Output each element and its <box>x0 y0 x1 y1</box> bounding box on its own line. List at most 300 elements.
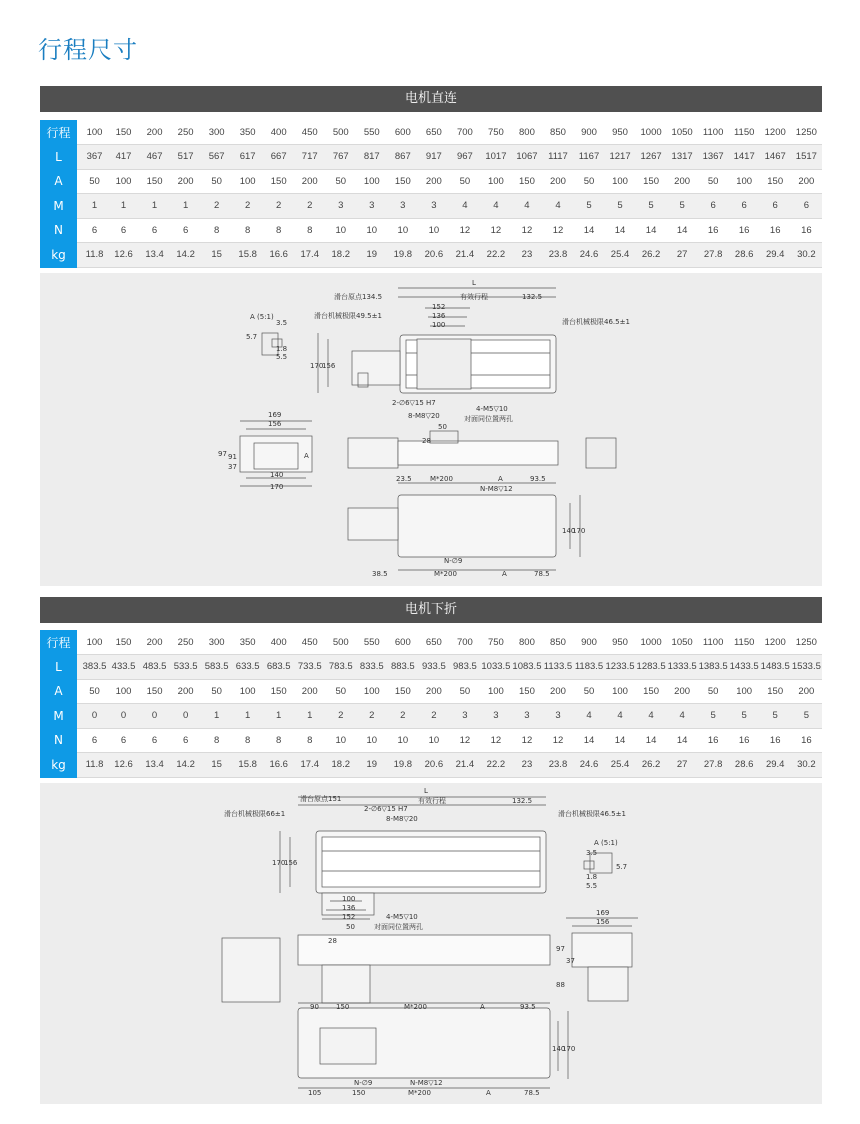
svg-text:对面同位置两孔: 对面同位置两孔 <box>464 415 513 423</box>
spec-cell: 1250 <box>791 120 822 145</box>
spec-cell: 150 <box>139 679 170 704</box>
spec-cell: 5 <box>636 194 667 219</box>
svg-text:170: 170 <box>272 859 286 867</box>
spec-cell: 150 <box>108 120 139 145</box>
svg-text:2-∅6▽15 H7: 2-∅6▽15 H7 <box>392 399 436 407</box>
svg-text:3.5: 3.5 <box>586 849 598 857</box>
spec-cell: 1 <box>294 704 325 729</box>
spec-cell: 6 <box>791 194 822 219</box>
spec-row <box>40 655 822 680</box>
spec-cell: 5 <box>760 704 791 729</box>
spec-cell: 450 <box>294 630 325 655</box>
spec-cell: 30.2 <box>791 243 822 268</box>
spec-cell: 12.6 <box>108 243 139 268</box>
svg-text:156: 156 <box>268 420 282 428</box>
spec-cell: 3 <box>480 704 511 729</box>
spec-cell: 783.5 <box>325 655 356 680</box>
spec-cell: 14 <box>605 218 636 243</box>
spec-cell: 2 <box>325 704 356 729</box>
spec-cell: 6 <box>170 728 201 753</box>
spec-cell: 19.8 <box>387 243 418 268</box>
spec-cell: 50 <box>698 169 729 194</box>
spec-cell: 14 <box>574 728 605 753</box>
svg-text:140: 140 <box>552 1045 566 1053</box>
spec-cell: 12.6 <box>108 753 139 778</box>
spec-cell: 850 <box>542 630 573 655</box>
svg-text:132.5: 132.5 <box>522 293 543 301</box>
spec-cell: 15.8 <box>232 753 263 778</box>
spec-cell: 533.5 <box>170 655 201 680</box>
svg-text:8-M8▽20: 8-M8▽20 <box>408 412 440 420</box>
spec-cell: 0 <box>108 704 139 729</box>
spec-cell: 14 <box>667 218 698 243</box>
spec-cell: 1117 <box>542 145 573 170</box>
row-label: kg <box>40 243 77 268</box>
spec-cell: 15 <box>201 243 232 268</box>
spec-cell: 800 <box>511 630 542 655</box>
spec-cell: 2 <box>356 704 387 729</box>
spec-cell: 14.2 <box>170 243 201 268</box>
spec-cell: 26.2 <box>636 243 667 268</box>
spec-cell: 2 <box>387 704 418 729</box>
spec-cell: 100 <box>356 679 387 704</box>
svg-text:对面同位置两孔: 对面同位置两孔 <box>374 923 423 931</box>
spec-cell: 16 <box>760 728 791 753</box>
svg-text:23.5: 23.5 <box>396 475 412 483</box>
spec-cell: 16.6 <box>263 753 294 778</box>
spec-cell: 27.8 <box>698 243 729 268</box>
spec-cell: 28.6 <box>729 243 760 268</box>
spec-cell: 200 <box>418 169 449 194</box>
spec-cell: 12 <box>480 728 511 753</box>
svg-text:78.5: 78.5 <box>534 570 550 578</box>
spec-cell: 25.4 <box>605 243 636 268</box>
row-label: 行程 <box>40 120 77 145</box>
spec-cell: 250 <box>170 630 201 655</box>
spec-cell: 6 <box>108 218 139 243</box>
spec-cell: 1150 <box>729 630 760 655</box>
spec-row <box>40 120 822 145</box>
spec-cell: 567 <box>201 145 232 170</box>
spec-cell: 29.4 <box>760 243 791 268</box>
spec-cell: 6 <box>139 218 170 243</box>
spec-cell: 817 <box>356 145 387 170</box>
svg-text:140: 140 <box>562 527 576 535</box>
spec-cell: 1167 <box>574 145 605 170</box>
section-heading-direct: 电机直连 <box>40 86 822 112</box>
spec-cell: 24.6 <box>574 753 605 778</box>
spec-row <box>40 218 822 243</box>
spec-cell: 1367 <box>698 145 729 170</box>
spec-cell: 350 <box>232 120 263 145</box>
spec-cell: 200 <box>791 169 822 194</box>
spec-cell: 27 <box>667 753 698 778</box>
svg-text:50: 50 <box>438 423 447 431</box>
spec-cell: 733.5 <box>294 655 325 680</box>
spec-cell: 3 <box>449 704 480 729</box>
svg-text:132.5: 132.5 <box>512 797 533 805</box>
spec-cell: 1083.5 <box>511 655 542 680</box>
spec-cell: 150 <box>387 679 418 704</box>
spec-cell: 23.8 <box>542 243 573 268</box>
spec-cell: 450 <box>294 120 325 145</box>
svg-text:78.5: 78.5 <box>524 1089 540 1097</box>
spec-cell: 767 <box>325 145 356 170</box>
spec-cell: 200 <box>170 679 201 704</box>
spec-cell: 4 <box>636 704 667 729</box>
spec-row <box>40 704 822 729</box>
svg-text:N-M8▽12: N-M8▽12 <box>410 1079 443 1087</box>
technical-drawing-direct <box>40 273 822 586</box>
spec-cell: 8 <box>232 218 263 243</box>
svg-text:37: 37 <box>566 957 575 965</box>
spec-cell: 1100 <box>698 120 729 145</box>
svg-text:5.5: 5.5 <box>586 882 598 890</box>
spec-cell: 23.8 <box>542 753 573 778</box>
spec-cell: 12 <box>542 218 573 243</box>
spec-cell: 200 <box>791 679 822 704</box>
spec-cell: 50 <box>201 169 232 194</box>
spec-cell: 28.6 <box>729 753 760 778</box>
spec-cell: 50 <box>449 679 480 704</box>
spec-cell: 10 <box>356 728 387 753</box>
spec-cell: 3 <box>356 194 387 219</box>
spec-cell: 10 <box>387 218 418 243</box>
spec-cell: 833.5 <box>356 655 387 680</box>
spec-cell: 100 <box>480 679 511 704</box>
spec-cell: 27 <box>667 243 698 268</box>
spec-cell: 500 <box>325 630 356 655</box>
spec-cell: 1033.5 <box>480 655 511 680</box>
spec-cell: 967 <box>449 145 480 170</box>
spec-cell: 50 <box>77 169 108 194</box>
spec-cell: 4 <box>667 704 698 729</box>
spec-cell: 19.8 <box>387 753 418 778</box>
spec-cell: 100 <box>232 169 263 194</box>
spec-cell: 1 <box>170 194 201 219</box>
spec-cell: 50 <box>574 679 605 704</box>
spec-cell: 5 <box>667 194 698 219</box>
spec-cell: 5 <box>698 704 729 729</box>
spec-cell: 17.4 <box>294 753 325 778</box>
spec-cell: 100 <box>480 169 511 194</box>
svg-text:A (5:1): A (5:1) <box>250 313 274 321</box>
spec-cell: 1 <box>232 704 263 729</box>
svg-text:90: 90 <box>310 1003 319 1011</box>
svg-text:37: 37 <box>228 463 237 471</box>
spec-cell: 8 <box>294 728 325 753</box>
row-label: N <box>40 218 77 243</box>
spec-cell: 1200 <box>760 120 791 145</box>
spec-cell: 150 <box>636 679 667 704</box>
spec-cell: 400 <box>263 630 294 655</box>
spec-cell: 150 <box>636 169 667 194</box>
row-label: M <box>40 704 77 729</box>
spec-cell: 29.4 <box>760 753 791 778</box>
spec-cell: 200 <box>667 679 698 704</box>
spec-cell: 100 <box>108 679 139 704</box>
spec-cell: 1433.5 <box>729 655 760 680</box>
spec-cell: 16.6 <box>263 243 294 268</box>
svg-text:152: 152 <box>342 913 356 921</box>
spec-cell: 50 <box>325 679 356 704</box>
spec-cell: 6 <box>760 194 791 219</box>
drawing-folded <box>40 783 822 1104</box>
svg-text:140: 140 <box>270 471 284 479</box>
spec-cell: 617 <box>232 145 263 170</box>
spec-cell: 683.5 <box>263 655 294 680</box>
spec-cell: 700 <box>449 630 480 655</box>
spec-cell: 600 <box>387 630 418 655</box>
spec-cell: 2 <box>263 194 294 219</box>
spec-cell: 483.5 <box>139 655 170 680</box>
spec-cell: 8 <box>201 728 232 753</box>
spec-cell: 0 <box>77 704 108 729</box>
spec-cell: 1517 <box>791 145 822 170</box>
spec-cell: 6 <box>139 728 170 753</box>
row-label: kg <box>40 753 77 778</box>
svg-text:滑台原点151: 滑台原点151 <box>300 795 342 803</box>
svg-text:滑台机械极限49.5±1: 滑台机械极限49.5±1 <box>314 312 382 320</box>
spec-table-folded <box>40 630 822 778</box>
svg-text:136: 136 <box>432 312 446 320</box>
spec-cell: 50 <box>201 679 232 704</box>
spec-cell: 900 <box>574 120 605 145</box>
svg-text:136: 136 <box>342 904 356 912</box>
spec-cell: 150 <box>263 169 294 194</box>
svg-text:170: 170 <box>562 1045 576 1053</box>
spec-cell: 6 <box>170 218 201 243</box>
spec-cell: 4 <box>605 704 636 729</box>
spec-cell: 1 <box>201 704 232 729</box>
spec-cell: 667 <box>263 145 294 170</box>
svg-text:L: L <box>424 787 428 795</box>
spec-cell: 11.8 <box>77 243 108 268</box>
spec-cell: 5 <box>791 704 822 729</box>
spec-cell: 11.8 <box>77 753 108 778</box>
svg-text:M*200: M*200 <box>408 1089 431 1097</box>
spec-cell: 1417 <box>729 145 760 170</box>
drawing-direct <box>40 273 822 586</box>
row-label: L <box>40 145 77 170</box>
spec-cell: 650 <box>418 630 449 655</box>
spec-cell: 200 <box>294 679 325 704</box>
spec-cell: 200 <box>294 169 325 194</box>
spec-cell: 1467 <box>760 145 791 170</box>
spec-cell: 2 <box>418 704 449 729</box>
spec-cell: 30.2 <box>791 753 822 778</box>
spec-cell: 16 <box>698 728 729 753</box>
spec-cell: 500 <box>325 120 356 145</box>
spec-cell: 1 <box>139 194 170 219</box>
spec-cell: 21.4 <box>449 243 480 268</box>
spec-cell: 22.2 <box>480 753 511 778</box>
spec-cell: 150 <box>263 679 294 704</box>
spec-cell: 10 <box>325 728 356 753</box>
spec-cell: 18.2 <box>325 243 356 268</box>
spec-cell: 200 <box>542 679 573 704</box>
spec-row <box>40 728 822 753</box>
svg-text:N-∅9: N-∅9 <box>444 557 463 565</box>
spec-cell: 10 <box>356 218 387 243</box>
spec-cell: 150 <box>511 169 542 194</box>
spec-cell: 750 <box>480 630 511 655</box>
spec-cell: 1 <box>77 194 108 219</box>
svg-text:滑台机械极限66±1: 滑台机械极限66±1 <box>224 810 286 818</box>
svg-text:100: 100 <box>432 321 446 329</box>
spec-cell: 21.4 <box>449 753 480 778</box>
svg-text:5.5: 5.5 <box>276 353 288 361</box>
spec-cell: 850 <box>542 120 573 145</box>
spec-cell: 400 <box>263 120 294 145</box>
svg-text:L: L <box>472 279 476 287</box>
spec-cell: 16 <box>729 218 760 243</box>
spec-cell: 150 <box>760 169 791 194</box>
svg-text:A: A <box>304 452 309 460</box>
spec-cell: 23 <box>511 753 542 778</box>
spec-cell: 600 <box>387 120 418 145</box>
spec-cell: 50 <box>698 679 729 704</box>
spec-cell: 383.5 <box>77 655 108 680</box>
spec-cell: 1183.5 <box>574 655 605 680</box>
spec-cell: 5 <box>605 194 636 219</box>
spec-cell: 933.5 <box>418 655 449 680</box>
spec-cell: 517 <box>170 145 201 170</box>
spec-cell: 14 <box>667 728 698 753</box>
spec-cell: 1 <box>263 704 294 729</box>
spec-cell: 150 <box>760 679 791 704</box>
spec-cell: 18.2 <box>325 753 356 778</box>
svg-text:88: 88 <box>556 981 565 989</box>
svg-text:N-M8▽12: N-M8▽12 <box>480 485 513 493</box>
spec-cell: 24.6 <box>574 243 605 268</box>
spec-cell: 550 <box>356 630 387 655</box>
spec-cell: 1 <box>108 194 139 219</box>
spec-cell: 2 <box>294 194 325 219</box>
svg-text:1.8: 1.8 <box>276 345 288 353</box>
spec-row <box>40 194 822 219</box>
svg-text:97: 97 <box>556 945 565 953</box>
svg-text:100: 100 <box>342 895 356 903</box>
spec-cell: 200 <box>139 630 170 655</box>
row-label: A <box>40 679 77 704</box>
svg-text:2-∅6▽15 H7: 2-∅6▽15 H7 <box>364 805 408 813</box>
svg-text:5.7: 5.7 <box>616 863 628 871</box>
svg-text:A: A <box>502 570 507 578</box>
svg-text:N-∅9: N-∅9 <box>354 1079 373 1087</box>
spec-cell: 12 <box>449 218 480 243</box>
svg-text:1.8: 1.8 <box>586 873 598 881</box>
svg-text:8-M8▽20: 8-M8▽20 <box>386 815 418 823</box>
spec-cell: 23 <box>511 243 542 268</box>
technical-drawing-folded <box>40 783 822 1104</box>
svg-text:A: A <box>480 1003 485 1011</box>
spec-cell: 1100 <box>698 630 729 655</box>
spec-cell: 1050 <box>667 120 698 145</box>
spec-cell: 100 <box>729 679 760 704</box>
spec-cell: 1250 <box>791 630 822 655</box>
spec-cell: 717 <box>294 145 325 170</box>
spec-cell: 1133.5 <box>542 655 573 680</box>
spec-cell: 1217 <box>605 145 636 170</box>
spec-cell: 1017 <box>480 145 511 170</box>
spec-cell: 26.2 <box>636 753 667 778</box>
svg-text:28: 28 <box>422 437 431 445</box>
spec-cell: 12 <box>511 728 542 753</box>
spec-cell: 150 <box>108 630 139 655</box>
svg-text:4-M5▽10: 4-M5▽10 <box>386 913 418 921</box>
spec-cell: 100 <box>605 169 636 194</box>
svg-text:滑台原点134.5: 滑台原点134.5 <box>334 293 383 301</box>
svg-text:150: 150 <box>336 1003 350 1011</box>
spec-cell: 22.2 <box>480 243 511 268</box>
svg-text:3.5: 3.5 <box>276 319 288 327</box>
svg-text:91: 91 <box>228 453 237 461</box>
spec-cell: 433.5 <box>108 655 139 680</box>
spec-cell: 200 <box>667 169 698 194</box>
spec-cell: 150 <box>387 169 418 194</box>
spec-cell: 200 <box>542 169 573 194</box>
svg-text:156: 156 <box>284 859 298 867</box>
spec-cell: 4 <box>511 194 542 219</box>
spec-cell: 12 <box>449 728 480 753</box>
spec-cell: 4 <box>449 194 480 219</box>
svg-text:93.5: 93.5 <box>520 1003 536 1011</box>
spec-cell: 950 <box>605 630 636 655</box>
spec-cell: 100 <box>729 169 760 194</box>
spec-cell: 16 <box>760 218 791 243</box>
svg-text:38.5: 38.5 <box>372 570 388 578</box>
spec-cell: 10 <box>325 218 356 243</box>
spec-cell: 15.8 <box>232 243 263 268</box>
spec-cell: 100 <box>77 630 108 655</box>
spec-cell: 900 <box>574 630 605 655</box>
spec-cell: 200 <box>170 169 201 194</box>
spec-row <box>40 753 822 778</box>
spec-cell: 100 <box>108 169 139 194</box>
spec-cell: 883.5 <box>387 655 418 680</box>
spec-cell: 1150 <box>729 120 760 145</box>
spec-cell: 13.4 <box>139 243 170 268</box>
spec-cell: 583.5 <box>201 655 232 680</box>
spec-cell: 19 <box>356 753 387 778</box>
spec-cell: 100 <box>77 120 108 145</box>
spec-cell: 1267 <box>636 145 667 170</box>
spec-cell: 6 <box>77 728 108 753</box>
spec-cell: 19 <box>356 243 387 268</box>
spec-cell: 1333.5 <box>667 655 698 680</box>
spec-cell: 417 <box>108 145 139 170</box>
spec-cell: 50 <box>325 169 356 194</box>
spec-cell: 467 <box>139 145 170 170</box>
spec-cell: 150 <box>511 679 542 704</box>
spec-cell: 367 <box>77 145 108 170</box>
spec-row <box>40 169 822 194</box>
spec-cell: 15 <box>201 753 232 778</box>
spec-cell: 50 <box>77 679 108 704</box>
spec-cell: 6 <box>698 194 729 219</box>
svg-text:A: A <box>498 475 503 483</box>
spec-cell: 10 <box>418 728 449 753</box>
spec-table-direct <box>40 120 822 268</box>
svg-text:105: 105 <box>308 1089 322 1097</box>
spec-cell: 650 <box>418 120 449 145</box>
spec-cell: 6 <box>108 728 139 753</box>
svg-text:93.5: 93.5 <box>530 475 546 483</box>
spec-cell: 4 <box>542 194 573 219</box>
svg-text:滑台机械极限46.5±1: 滑台机械极限46.5±1 <box>558 810 626 818</box>
spec-row <box>40 243 822 268</box>
